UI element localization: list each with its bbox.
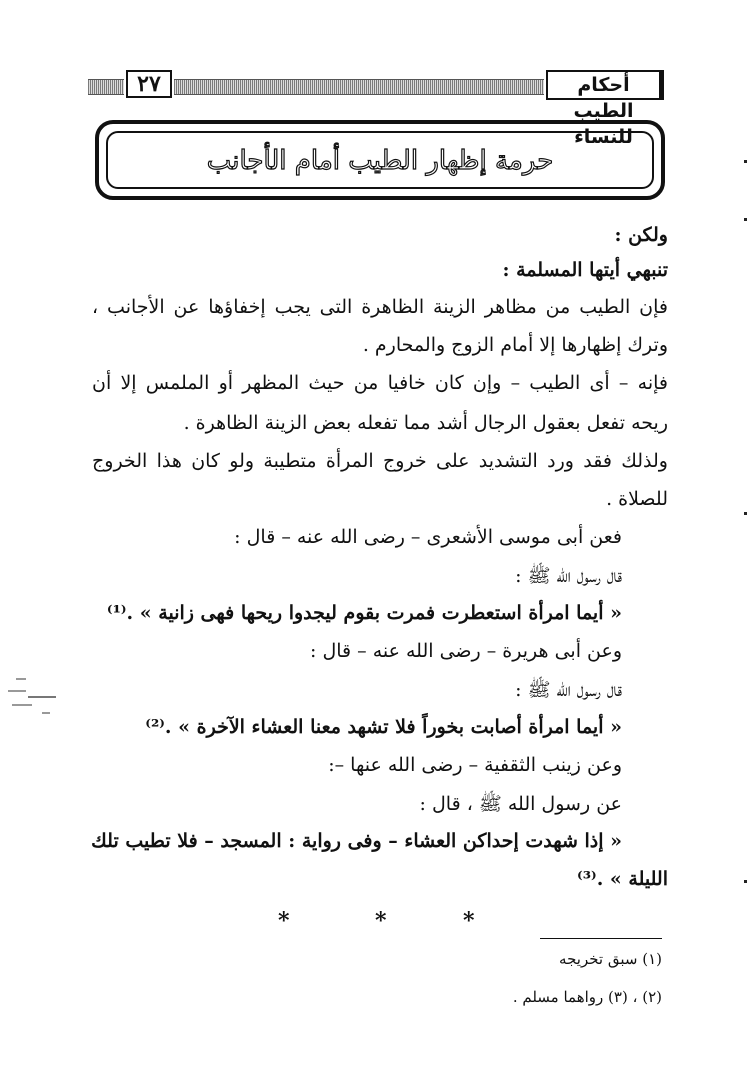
scan-mark (744, 880, 747, 883)
scan-speck (12, 704, 32, 706)
text-line: فإنه – أى الطيب – وإن كان خافيا من حيث المظهر أو الملمس إلا أن (92, 372, 668, 394)
text-line: ولذلك فقد ورد التشديد على خروج المرأة متطيبة ولو كان هذا الخروج (92, 450, 668, 472)
footnote-rule (540, 938, 662, 939)
hadith-quote: « إذا شهدت إحداكن العشاء – وفى رواية : المسجد – فلا تطيب تلك (91, 830, 622, 852)
text-line: فإن الطيب من مظاهر الزينة الظاهرة التى يجب إخفاؤها عن الأجانب ، (92, 296, 668, 318)
text-line: ريحه تفعل بعقول الرجال أشد مما تفعله بعض الزينة الظاهرة . (183, 412, 668, 434)
text-line: قال رسول الله ﷺ : (515, 565, 622, 587)
separator-star: * (375, 908, 387, 934)
hadith-quote: الليلة » .⁽³⁾ (577, 868, 668, 890)
page-header (88, 70, 664, 148)
text-line: وعن أبى هريرة – رضى الله عنه – قال : (310, 640, 622, 662)
scan-mark (744, 218, 747, 221)
section-title-frame (95, 120, 665, 200)
text-line: ولكن : (614, 224, 668, 246)
scan-mark (744, 160, 747, 163)
section-separator (0, 908, 750, 938)
scan-speck (42, 712, 50, 714)
scan-specks (2, 666, 64, 726)
text-line: عن رسول الله ﷺ ، قال : (419, 793, 622, 815)
section-title: حرمة إظهار الطيب أمام الأجانب (206, 146, 554, 176)
scan-speck (8, 690, 26, 692)
hadith-quote: « أيما امرأة أصابت بخوراً فلا تشهد معنا العشاء الآخرة » .⁽²⁾ (145, 716, 622, 738)
separator-star: * (463, 908, 475, 934)
text-line: قال رسول الله ﷺ : (515, 679, 622, 701)
text-line: فعن أبى موسى الأشعرى – رضى الله عنه – قال : (234, 526, 622, 548)
scan-mark (744, 512, 747, 515)
footnote-2: (٢) ، (٣) رواهما مسلم . (512, 988, 662, 1006)
header-ornament-bar (174, 79, 544, 95)
hadith-quote: « أيما امرأة استعطرت فمرت بقوم ليجدوا ريحها فهى زانية » .⁽¹⁾ (106, 602, 622, 624)
header-ornament-left (88, 79, 124, 95)
scan-speck (16, 678, 26, 680)
book-title: أحكام الطيب للنساء (546, 70, 664, 100)
text-line: وعن زينب الثقفية – رضى الله عنها –: (328, 754, 622, 776)
text-line: وترك إظهارها إلا أمام الزوج والمحارم . (362, 334, 668, 356)
page-number: ٢٧ (126, 70, 172, 98)
text-line: تنبهي أيتها المسلمة : (502, 259, 668, 281)
separator-star: * (278, 908, 290, 934)
scan-speck (28, 696, 56, 698)
footnote-1: (١) سبق تخريجه (559, 950, 662, 968)
text-line: للصلاة . (606, 488, 668, 510)
